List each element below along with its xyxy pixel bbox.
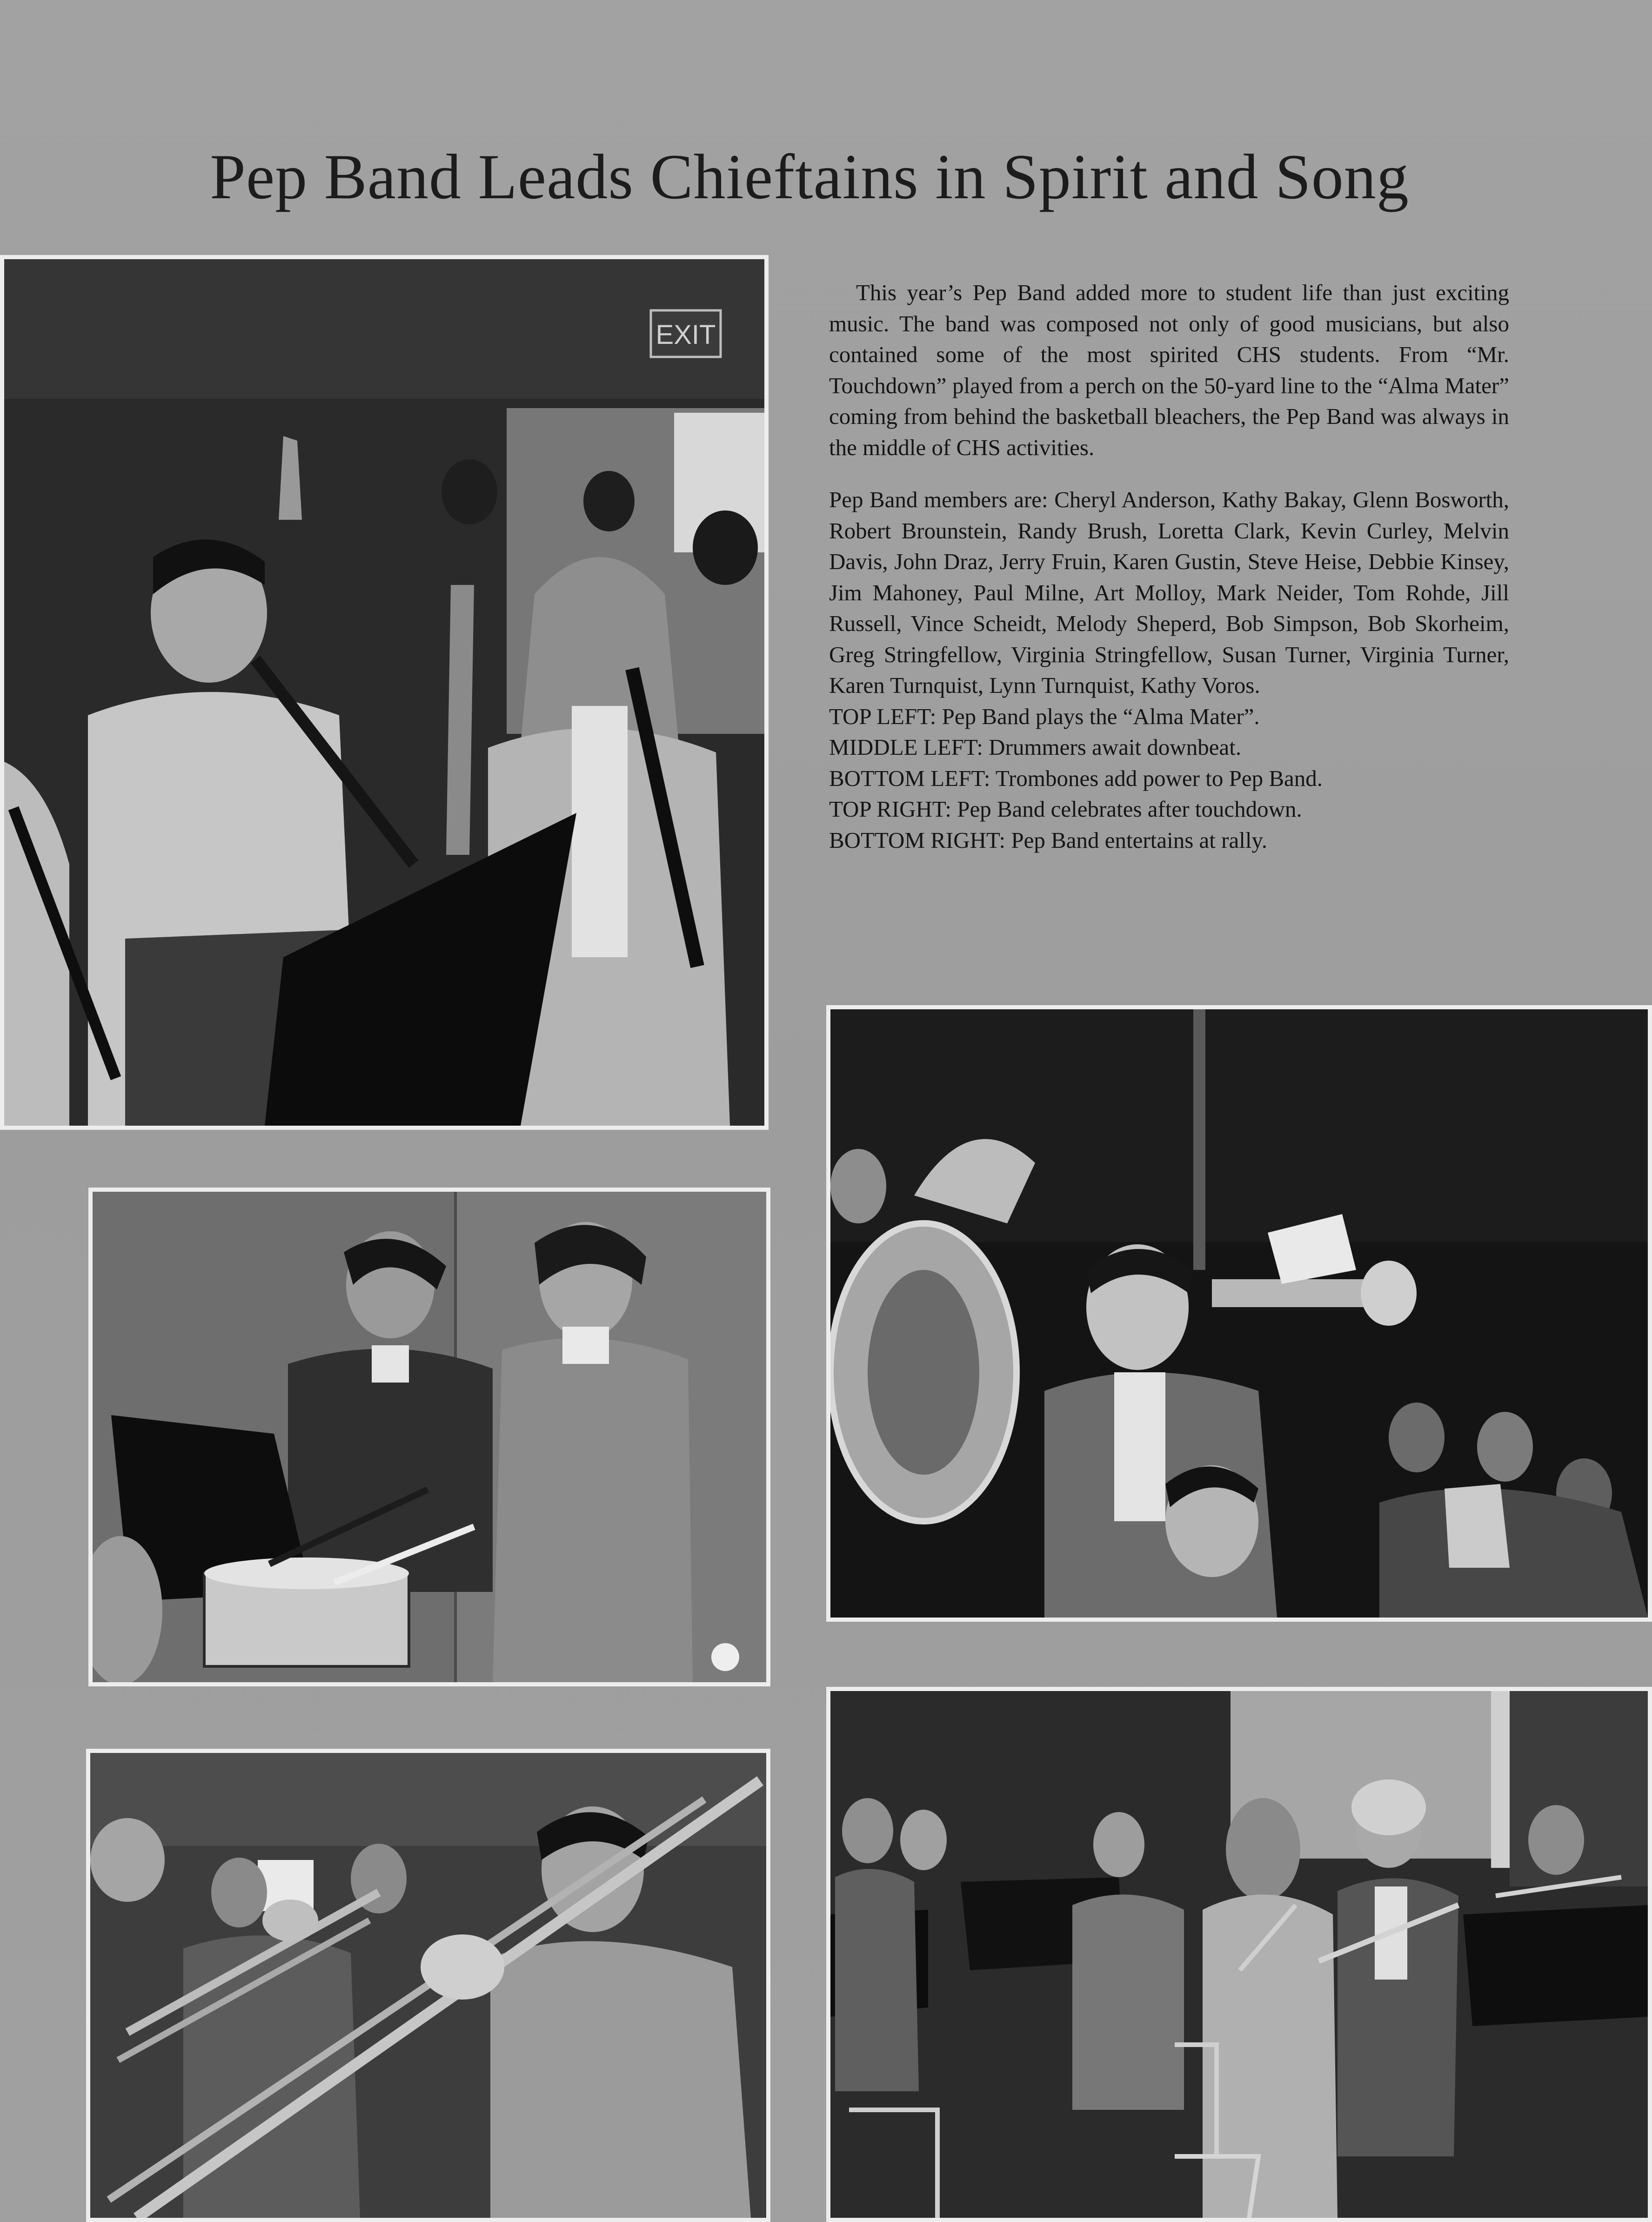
photo-top-right-celebration [826,1005,1652,1622]
caption-bottom-left: BOTTOM LEFT: Trombones add power to Pep Band. [829,765,1323,791]
photo-bottom-left-image [90,1753,766,2218]
member-list: Pep Band members are: Cheryl Anderson, Kathy Bakay, Glenn Bosworth, Robert Brounstein, Randy Brush, Loretta Clark, Kevin Curley, Melvin Davis, John Draz, Jerry Fruin, Karen Gustin, Steve Heise, Debbie Kinsey, Jim Mahoney, Paul Milne, Art Molloy, Mark Neider, Tom Rohde, Jill Russell, Vince Scheidt, Melody Sheperd, Bob Simpson, Bob Skorheim, Greg Stringfellow, Virginia Stringfellow, Susan Turner, Virginia Turner, Karen Turnquist, Lynn Turnquist, Kathy Voros. [829,487,1509,698]
photo-bottom-left-trombones [86,1749,770,2222]
caption-top-left: TOP LEFT: Pep Band plays the “Alma Mater”. [829,703,1260,729]
photo-top-left-clarinet-players [0,255,769,1130]
article-text [829,277,1509,856]
caption-middle-left: MIDDLE LEFT: Drummers await downbeat. [829,734,1242,760]
photo-middle-left-drummers [88,1188,770,1686]
photo-middle-left-image [93,1192,766,1682]
page-title: Pep Band Leads Chieftains in Spirit and Song [210,141,1409,212]
photo-bottom-right-image [830,1691,1648,2218]
article-intro: This year’s Pep Band added more to student life than just exciting music. The band was composed not only of good musicians, but also contained some of the most spirited CHS students. From “Mr. Touchdown” played from a perch on the 50-yard line to the “Alma Mater” coming from behind the basketball bleachers, the Pep Band was always in the middle of CHS activities. [829,280,1509,460]
photo-top-left-image [4,259,764,1126]
photo-top-right-image [830,1009,1648,1618]
caption-bottom-right: BOTTOM RIGHT: Pep Band entertains at rally. [829,827,1268,853]
exit-sign-text: EXIT [655,320,716,350]
photo-bottom-right-rally [826,1687,1652,2222]
caption-top-right: TOP RIGHT: Pep Band celebrates after touchdown. [829,796,1302,822]
